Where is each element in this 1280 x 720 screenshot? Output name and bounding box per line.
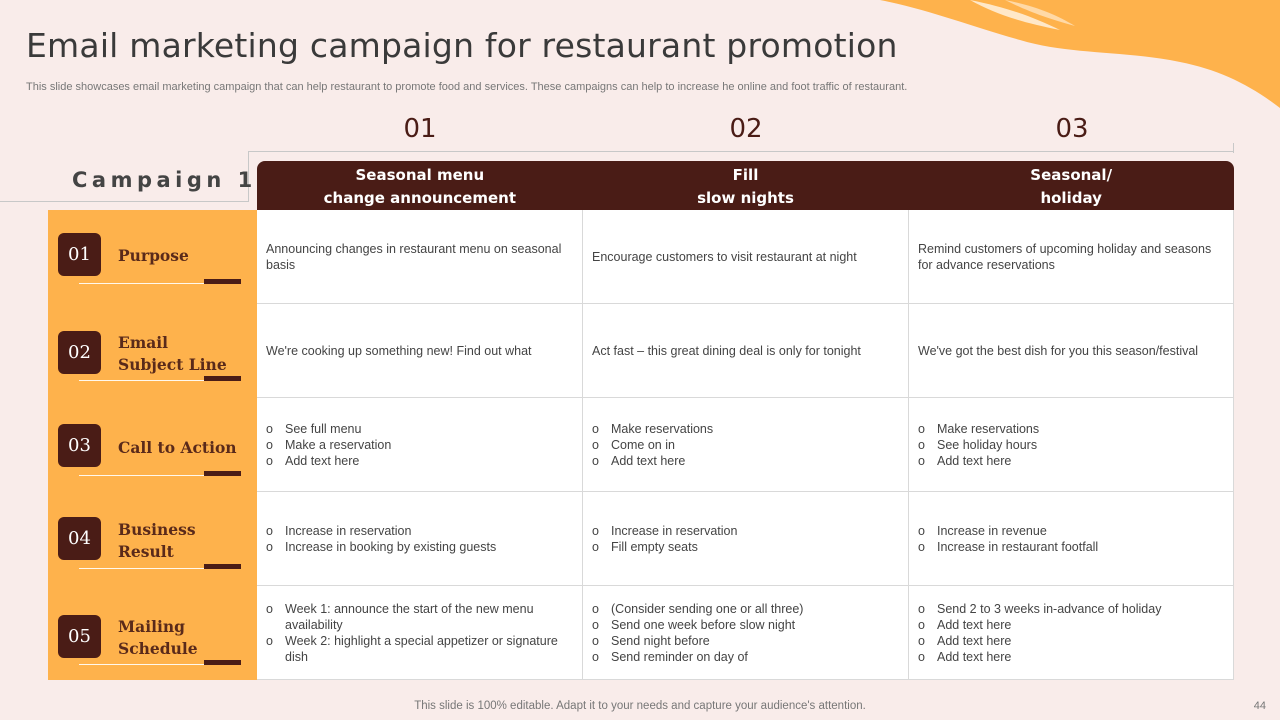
row-number-badge: 02 bbox=[58, 331, 101, 374]
list-item: o Send 2 to 3 weeks in-advance of holiday bbox=[918, 601, 1162, 616]
footer-note: This slide is 100% editable. Adapt it to your needs and capture your audience's attention. bbox=[414, 700, 866, 712]
list-item: o Come on in bbox=[592, 437, 675, 452]
divider bbox=[248, 151, 1234, 152]
divider bbox=[0, 201, 249, 202]
list-item: o See holiday hours bbox=[918, 437, 1038, 452]
list-item: o Fill empty seats bbox=[592, 539, 698, 554]
table-header bbox=[257, 161, 1234, 211]
list-item: o Make reservations bbox=[918, 421, 1040, 436]
table-cell bbox=[583, 492, 909, 586]
table-cell bbox=[909, 398, 1234, 492]
row-label bbox=[48, 586, 257, 680]
list-item: o Increase in reservation bbox=[266, 523, 412, 538]
row-label-text: Purpose bbox=[118, 246, 189, 265]
list-item: o (Consider sending one or all three) bbox=[592, 601, 804, 616]
label-tab bbox=[204, 564, 241, 569]
list-item: o Add text here bbox=[918, 633, 1012, 648]
table-cell: Announcing changes in restaurant menu on seasonal basis bbox=[257, 210, 583, 304]
label-tab bbox=[204, 279, 241, 284]
table-cell bbox=[583, 398, 909, 492]
label-tab bbox=[204, 376, 241, 381]
table-cell bbox=[257, 492, 583, 586]
list-item: o Increase in restaurant footfall bbox=[918, 539, 1099, 554]
page-number: 44 bbox=[1253, 700, 1266, 712]
list-item: o Week 1: announce the start of the new menu availability bbox=[266, 601, 534, 632]
table-cell bbox=[909, 586, 1234, 680]
column-header: Seasonal/ holiday bbox=[1030, 166, 1113, 207]
table-cell: Encourage customers to visit restaurant at night bbox=[583, 210, 909, 304]
row-label bbox=[48, 492, 257, 586]
row-label bbox=[48, 210, 257, 304]
list-item: o Make reservations bbox=[592, 421, 714, 436]
table-cell bbox=[257, 586, 583, 680]
table-cell: We're cooking up something new! Find out what bbox=[257, 304, 583, 398]
list-item: o Send reminder on day of bbox=[592, 649, 748, 664]
label-tab bbox=[204, 471, 241, 476]
row-label-text: Mailing Schedule bbox=[118, 617, 198, 658]
list-item: o Week 2: highlight a special appetizer or signature dish bbox=[266, 633, 558, 664]
table-cell bbox=[583, 586, 909, 680]
column-number: 02 bbox=[729, 114, 763, 144]
row-label-text: Business Result bbox=[118, 520, 196, 561]
column-number: 01 bbox=[403, 114, 437, 144]
list-item: o Send one week before slow night bbox=[592, 617, 796, 632]
column-header: Fill slow nights bbox=[697, 166, 794, 207]
row-label-text: Email Subject Line bbox=[118, 333, 227, 374]
list-item: o See full menu bbox=[266, 421, 362, 436]
row-label-panel bbox=[48, 210, 257, 680]
list-item: o Add text here bbox=[918, 649, 1012, 664]
slide-subtitle: This slide showcases email marketing campaign that can help restaurant to promote food and services. These campaigns can help to increase he online and foot traffic of restaurant. bbox=[26, 81, 908, 93]
list-item: o Add text here bbox=[918, 453, 1012, 468]
table-cell: Remind customers of upcoming holiday and seasons for advance reservations bbox=[909, 210, 1234, 304]
label-tab bbox=[204, 660, 241, 665]
list-item: o Increase in revenue bbox=[918, 523, 1047, 538]
list-item: o Add text here bbox=[918, 617, 1012, 632]
table-cell: Act fast – this great dining deal is only for tonight bbox=[583, 304, 909, 398]
list-item: o Increase in booking by existing guests bbox=[266, 539, 497, 554]
column-header: Seasonal menu change announcement bbox=[323, 166, 517, 207]
row-label-text: Call to Action bbox=[118, 438, 237, 457]
divider bbox=[1233, 143, 1234, 153]
row-number-badge: 05 bbox=[58, 615, 101, 658]
list-item: o Make a reservation bbox=[266, 437, 392, 452]
list-item: o Add text here bbox=[592, 453, 686, 468]
slide-title: Email marketing campaign for restaurant promotion bbox=[26, 26, 898, 65]
table-cell bbox=[909, 492, 1234, 586]
row-number-badge: 03 bbox=[58, 424, 101, 467]
row-label bbox=[48, 398, 257, 492]
row-label bbox=[48, 304, 257, 398]
row-number-badge: 04 bbox=[58, 517, 101, 560]
campaign-table bbox=[257, 210, 1234, 680]
table-cell: We've got the best dish for you this season/festival bbox=[909, 304, 1234, 398]
row-number-badge: 01 bbox=[58, 233, 101, 276]
campaign-label: Campaign 1 bbox=[72, 168, 257, 192]
list-item: o Send night before bbox=[592, 633, 710, 648]
list-item: o Increase in reservation bbox=[592, 523, 738, 538]
column-number: 03 bbox=[1055, 114, 1089, 144]
list-item: o Add text here bbox=[266, 453, 360, 468]
table-cell bbox=[257, 398, 583, 492]
